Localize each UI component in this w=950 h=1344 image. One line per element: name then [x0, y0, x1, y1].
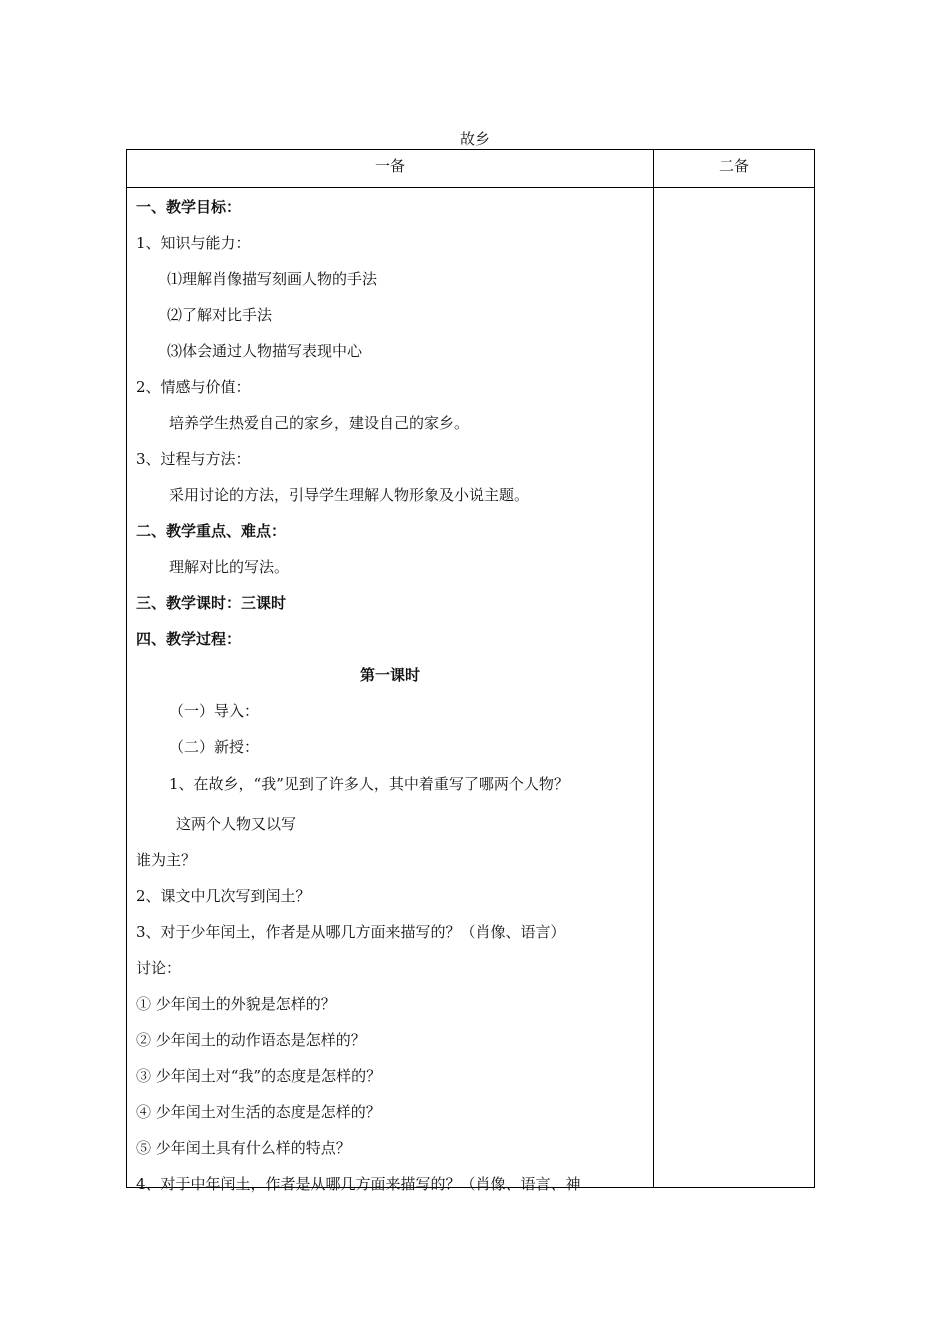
header-divider — [127, 187, 814, 188]
column-header-second-prep: 二备 — [718, 157, 749, 175]
question-continuation: 谁为主？ — [136, 851, 197, 869]
discussion-item: ③ 少年闰土对“我”的态度是怎样的？ — [136, 1067, 382, 1085]
discussion-item: ⑤ 少年闰土具有什么样的特点？ — [136, 1139, 351, 1157]
subheading-process: 3、过程与方法： — [136, 450, 251, 468]
question-continuation: 这两个人物又以写 — [176, 815, 297, 833]
document-title: 故乡 — [459, 130, 490, 148]
objective-item: ⑶体会通过人物描写表现中心 — [167, 342, 363, 360]
question-item: 2、课文中几次写到闰土？ — [136, 887, 311, 905]
discussion-item: ④ 少年闰土对生活的态度是怎样的？ — [136, 1103, 381, 1121]
discussion-item: ② 少年闰土的动作语态是怎样的？ — [136, 1031, 366, 1049]
question-item: 4、对于中年闰土，作者是从哪几方面来描写的？（肖像、语言、神 — [136, 1175, 581, 1193]
objective-item: ⑵了解对比手法 — [167, 306, 273, 324]
objective-item: ⑴理解肖像描写刻画人物的手法 — [167, 270, 378, 288]
discussion-item: ① 少年闰土的外貌是怎样的？ — [136, 995, 336, 1013]
body-text: 理解对比的写法。 — [169, 558, 290, 576]
body-text: 培养学生热爱自己的家乡，建设自己的家乡。 — [169, 414, 470, 432]
question-item: 1、在故乡，“我”见到了许多人，其中着重写了哪两个人物？ — [169, 775, 569, 793]
period-title: 第一课时 — [359, 666, 420, 684]
subheading-knowledge: 1、知识与能力： — [136, 234, 251, 252]
section-heading-process: 四、教学过程： — [136, 630, 242, 648]
step-heading: （二）新授： — [169, 738, 260, 756]
subheading-emotion: 2、情感与价值： — [136, 378, 251, 396]
column-header-first-prep: 一备 — [374, 157, 405, 175]
section-heading-objectives: 一、教学目标： — [136, 198, 242, 216]
step-heading: （一）导入： — [169, 702, 260, 720]
body-text: 采用讨论的方法，引导学生理解人物形象及小说主题。 — [169, 486, 530, 504]
section-heading-key-points: 二、教学重点、难点： — [136, 522, 287, 540]
question-item: 3、对于少年闰土，作者是从哪几方面来描写的？（肖像、语言） — [136, 923, 566, 941]
discussion-label: 讨论： — [136, 959, 182, 977]
lesson-plan-table — [126, 149, 815, 1193]
section-heading-periods: 三、教学课时：三课时 — [136, 594, 287, 612]
column-divider — [653, 150, 654, 1187]
